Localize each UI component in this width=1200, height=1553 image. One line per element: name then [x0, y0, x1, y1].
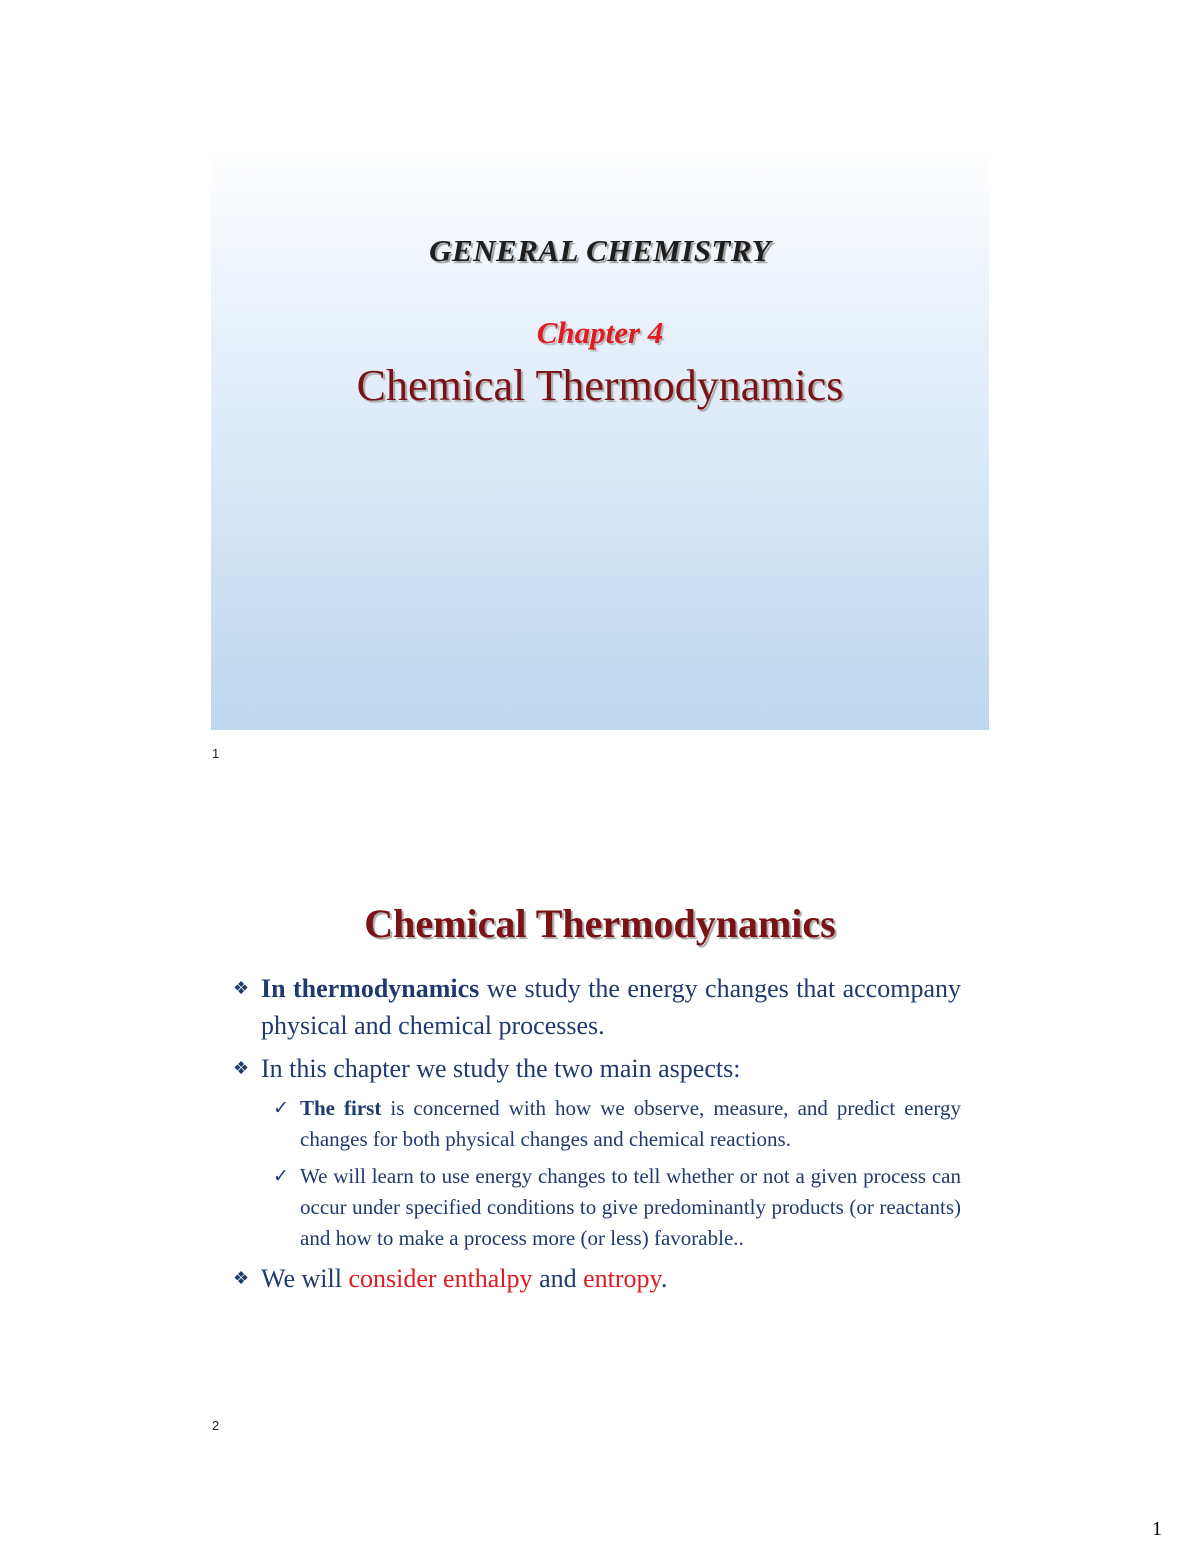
- bullet-1: [233, 970, 961, 1044]
- slide-number-2: 2: [212, 1418, 220, 1433]
- bullet-1-bold: In thermodynamics: [261, 974, 480, 1003]
- bullet-2-text: In this chapter we study the two main aspects:: [261, 1054, 741, 1083]
- sub-bullet-1: [273, 1093, 961, 1155]
- bullet-3-entropy: entropy: [583, 1264, 661, 1293]
- bullet-2: [233, 1050, 961, 1087]
- check-mark-icon: ✓: [273, 1098, 289, 1119]
- chapter-title: Chemical Thermodynamics: [356, 361, 844, 410]
- check-mark-icon: ✓: [273, 1166, 289, 1187]
- course-title: GENERAL CHEMISTRY: [429, 233, 771, 268]
- sub-bullet-1-text: is concerned with how we observe, measure, and predict energy changes for both physical changes and chemical reactions.: [300, 1096, 961, 1151]
- sub-bullet-1-bold: The first: [300, 1096, 382, 1120]
- bullet-3-part5: .: [660, 1264, 668, 1293]
- slide-1: [211, 145, 989, 730]
- bullet-3-part3: and: [532, 1264, 584, 1293]
- page-number: 1: [1152, 1518, 1162, 1540]
- chapter-label: Chapter 4: [536, 315, 664, 350]
- bullet-3-part1: We will: [261, 1264, 349, 1293]
- slide-number-1: 1: [212, 746, 220, 761]
- diamond-star-icon: ❖: [233, 1058, 250, 1078]
- diamond-star-icon: ❖: [233, 1268, 250, 1288]
- bullet-1-text: we study the energy changes that accompany physical and chemical processes.: [261, 974, 961, 1040]
- bullet-3: [233, 1260, 961, 1297]
- diamond-star-icon: ❖: [233, 978, 250, 998]
- slide-2-content: [233, 970, 961, 1303]
- bullet-3-enthalpy: consider enthalpy: [348, 1264, 533, 1293]
- sub-bullet-2: [273, 1161, 961, 1254]
- slide-2-title: Chemical Thermodynamics: [364, 901, 836, 946]
- sub-bullet-2-text: We will learn to use energy changes to tell whether or not a given process can occur under specified conditions to give predominantly products (or reactants) and how to make a process more (or less) favorable..: [300, 1164, 961, 1250]
